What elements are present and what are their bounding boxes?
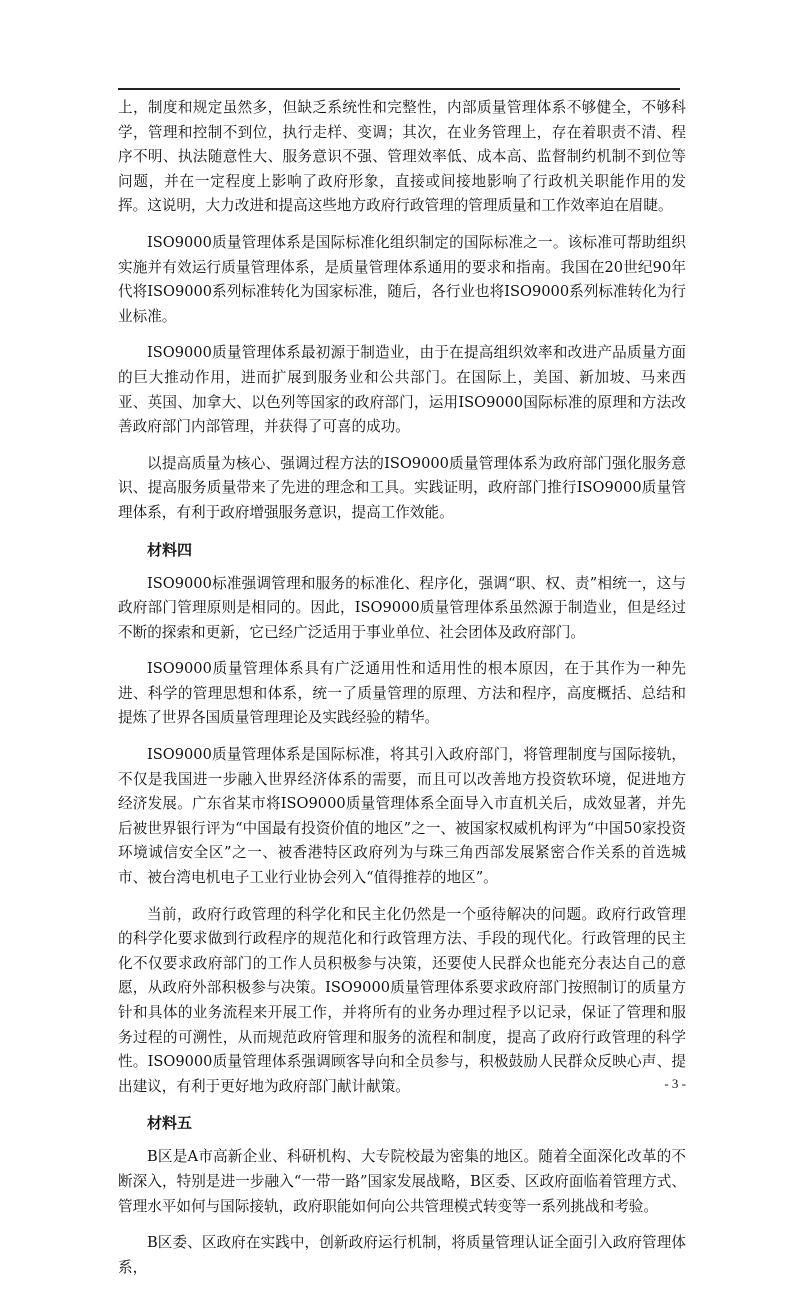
paragraph-district-b: B区是A市高新企业、科研机构、大专院校最为密集的地区。随着全面深化改革的不断深入，特别是进一步融入“一带一路”国家发展战略，B区委、区政府面临着管理方式、管理水平如何与国际接轨，政府职能如何向公共管理模式转变等一系列挑战和考验。 bbox=[118, 1148, 686, 1215]
paragraph-iso9000-benefit: 以提高质量为核心、强调过程方法的ISO9000质量管理体系为政府部门强化服务意识、提高服务质量带来了先进的理念和工具。实践证明，政府部门推行ISO9000质量管理体系，有利于政府增强服务意识，提高工作效能。 bbox=[118, 454, 686, 521]
document-body bbox=[118, 96, 686, 1292]
paragraph-standardization: ISO9000标准强调管理和服务的标准化、程序化，强调“职、权、责”相统一，这与政府部门管理原则是相同的。因此，ISO9000质量管理体系虽然源于制造业，但是经过不断的探索和更新，它已经广泛适用于事业单位、社会团体及政府部门。 bbox=[118, 574, 686, 641]
heading-material-4: 材料四 bbox=[147, 540, 193, 559]
heading-material-5: 材料五 bbox=[147, 1114, 193, 1133]
paragraph-continuation: 上，制度和规定虽然多，但缺乏系统性和完整性，内部质量管理体系不够健全，不够科学，管理和控制不到位，执行走样、变调；其次，在业务管理上，存在着职责不清、程序不明、执法随意性大、服务意识不强、管理效率低、成本高、监督制约机制不到位等问题，并在一定程度上影响了政府形象，直接或间接地影响了行政机关职能作用的发挥。这说明，大力改进和提高这些地方政府行政管理的管理质量和工作效率迫在眉睫。 bbox=[118, 99, 686, 215]
paragraph-scientific-democratic: 当前，政府行政管理的科学化和民主化仍然是一个亟待解决的问题。政府行政管理的科学化要求做到行政程序的规范化和行政管理方法、手段的现代化。行政管理的民主化不仅要求政府部门的工作人员积极参与决策，还要使人民群众也能充分表达自己的意愿，从政府外部积极参与决策。ISO9000质量管理体系要求政府部门按照制订的质量方针和具体的业务流程来开展工作，并将所有的业务办理过程予以记录，保证了管理和服务过程的可溯性，从而规范政府管理和服务的流程和制度，提高了政府行政管理的科学性。ISO9000质量管理体系强调顾客导向和全员参与，积极鼓励人民群众反映心声、提出建议，有利于更好地为政府部门献计献策。 bbox=[118, 905, 686, 1095]
paragraph-iso9000-origin: ISO9000质量管理体系最初源于制造业，由于在提高组织效率和改进产品质量方面的巨大推动作用，进而扩展到服务业和公共部门。在国际上，美国、新加坡、马来西亚、英国、加拿大、以色列等国家的政府部门，运用ISO9000国际标准的原理和方法改善政府部门内部管理，并获得了可喜的成功。 bbox=[118, 344, 686, 436]
page-number: - 3 - bbox=[664, 1076, 686, 1091]
header-rule bbox=[118, 88, 680, 90]
paragraph-international-standard: ISO9000质量管理体系是国际标准，将其引入政府部门，将管理制度与国际接轨，不仅是我国进一步融入世界经济体系的需要，而且可以改善地方投资软环境，促进地方经济发展。广东省某市将ISO9000质量管理体系全面导入市直机关后，成效显著，并先后被世界银行评为“中国最有投资价值的地区”之一、被国家权威机构评为“中国50家投资环境诚信安全区”之一、被香港特区政府列为与珠三角西部发展紧密合作关系的首选城市、被台湾电机电子工业行业协会列入“值得推荐的地区”。 bbox=[118, 746, 686, 887]
paragraph-iso9000-intro: ISO9000质量管理体系是国际标准化组织制定的国际标准之一。该标准可帮助组织实施并有效运行质量管理体系，是质量管理体系通用的要求和指南。我国在20世纪90年代将ISO9000系列标准转化为国家标准，随后，各行业也将ISO9000系列标准转化为行业标准。 bbox=[118, 233, 686, 325]
paragraph-district-b-practice: B区委、区政府在实践中，创新政府运行机制，将质量管理认证全面引入政府管理体系， bbox=[118, 1234, 686, 1276]
paragraph-universality: ISO9000质量管理体系具有广泛通用性和适用性的根本原因，在于其作为一种先进、科学的管理思想和体系，统一了质量管理的原理、方法和程序，高度概括、总结和提炼了世界各国质量管理理论及实践经验的精华。 bbox=[118, 660, 686, 727]
